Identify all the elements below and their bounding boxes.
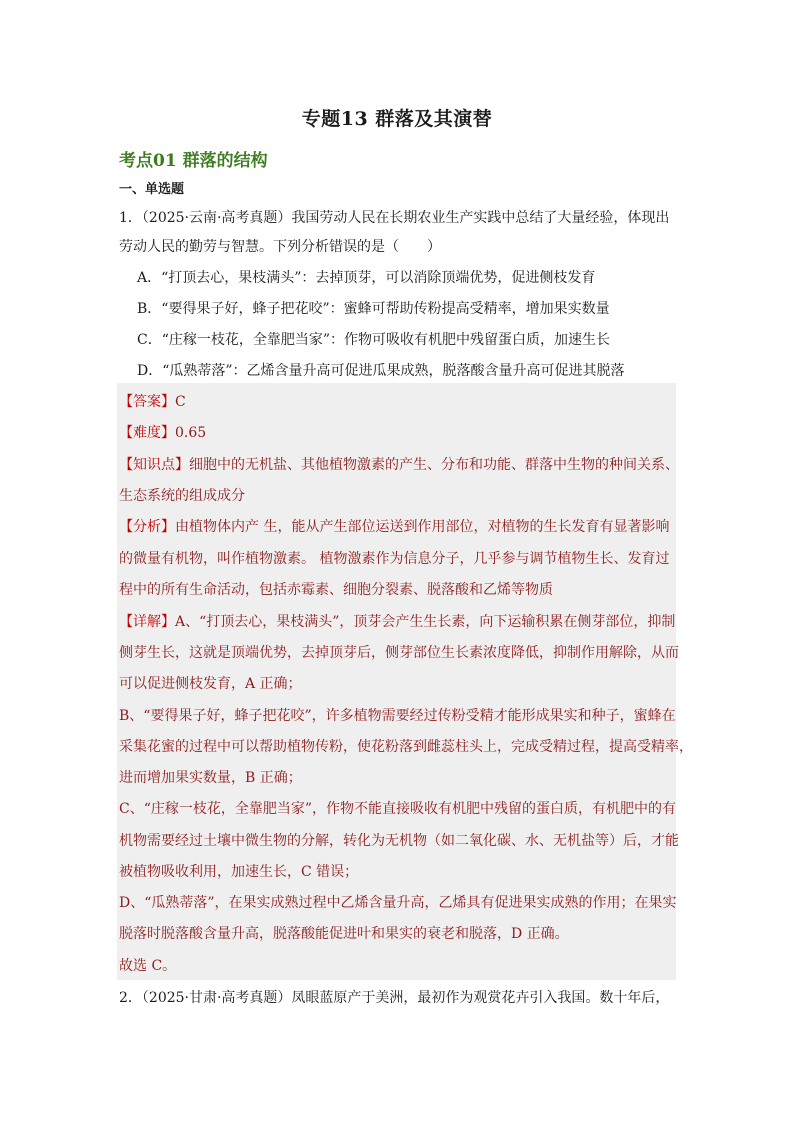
answer-value: C <box>175 394 186 410</box>
detail-line-4: B、“要得果子好，蜂子把花咬”，许多植物需要经过传粉受精才能形成果实和种子，蜜蜂在 <box>119 708 676 724</box>
option-d: D．“瓜熟蒂落”：乙烯含量升高可促进瓜果成熟，脱落酸含量升高可促进其脱落 <box>137 363 625 379</box>
option-a: A．“打顶去心，果枝满头”：去掉顶芽，可以消除顶端优势，促进侧枝发育 <box>137 270 596 286</box>
detail-line-11: 脱落时脱落酸含量升高，脱落酸能促进叶和果实的衰老和脱落，D 正确。 <box>119 926 569 942</box>
detail-line-10: D、“瓜熟蒂落”，在果实成熟过程中乙烯含量升高，乙烯具有促进果实成熟的作用；在果实 <box>119 895 677 911</box>
knowledge-line-2: 生态系统的组成成分 <box>119 488 245 504</box>
page-title: 专题13 群落及其演替 <box>301 108 493 130</box>
option-b: B．“要得果子好，蜂子把花咬”：蜜蜂可帮助传粉提高受精率，增加果实数量 <box>137 301 610 317</box>
detail-line-8: 机物需要经过土壤中微生物的分解，转化为无机物（如二氧化碳、水、无机盐等）后，才能 <box>119 833 679 849</box>
detail-line-6: 进而增加果实数量，B 正确； <box>119 770 302 786</box>
detail-line-9: 被植物吸收利用，加速生长，C 错误； <box>119 864 359 880</box>
analysis-tag: 【分析】 <box>119 519 175 535</box>
subsection-heading: 一、单选题 <box>119 182 185 197</box>
analysis-text-1: 由植物体内产 生，能从产生部位运送到作用部位，对植物的生长发育有显著影响 <box>175 519 670 535</box>
answer-tag: 【答案】 <box>119 394 175 410</box>
section-heading: 考点01 群落的结构 <box>119 151 268 171</box>
difficulty-line <box>119 423 206 443</box>
detail-line-5: 采集花蜜的过程中可以帮助植物传粉，使花粉落到雌蕊柱头上，完成受精过程，提高受精率， <box>119 739 693 755</box>
detail-tag: 【详解】 <box>119 614 175 630</box>
knowledge-text-1: 细胞中的无机盐、其他植物激素的产生、分布和功能、群落中生物的种间关系、 <box>189 457 679 473</box>
difficulty-tag: 【难度】 <box>119 425 175 441</box>
detail-line-3: 可以促进侧枝发育，A 正确； <box>119 676 302 692</box>
question-2-stem-line-1: 2．（2025·甘肃·高考真题）凤眼蓝原产于美洲，最初作为观赏花卉引入我国。数十年后， <box>119 990 670 1006</box>
question-1-stem-line-2: 劳动人民的勤劳与智慧。下列分析错误的是（ ） <box>119 239 441 255</box>
difficulty-value: 0.65 <box>175 425 207 441</box>
answer-line <box>119 392 186 412</box>
detail-line-1 <box>119 612 675 632</box>
knowledge-line-1 <box>119 455 679 475</box>
detail-text-1: A、“打顶去心，果枝满头”，顶芽会产生生长素，向下运输积累在侧芽部位，抑制 <box>175 614 676 630</box>
detail-line-2: 侧芽生长，这就是顶端优势，去掉顶芽后，侧芽部位生长素浓度降低，抑制作用解除，从而 <box>119 645 679 661</box>
knowledge-tag: 【知识点】 <box>119 457 189 473</box>
analysis-line-1 <box>119 517 669 537</box>
analysis-line-3: 程中的所有生命活动，包括赤霉素、细胞分裂素、脱落酸和乙烯等物质 <box>119 582 553 598</box>
option-c: C．“庄稼一枝花，全靠肥当家”：作物可吸收有机肥中残留蛋白质，加速生长 <box>137 332 611 348</box>
analysis-line-2: 的微量有机物，叫作植物激素。 植物激素作为信息分子，几乎参与调节植物生长、发育过 <box>119 551 670 567</box>
detail-line-12: 故选 C。 <box>119 958 177 974</box>
detail-line-7: C、“庄稼一枝花，全靠肥当家”，作物不能直接吸收有机肥中残留的蛋白质，有机肥中的有 <box>119 801 677 817</box>
question-1-stem-line-1: 1．（2025·云南·高考真题）我国劳动人民在长期农业生产实践中总结了大量经验，体现出 <box>119 210 670 226</box>
